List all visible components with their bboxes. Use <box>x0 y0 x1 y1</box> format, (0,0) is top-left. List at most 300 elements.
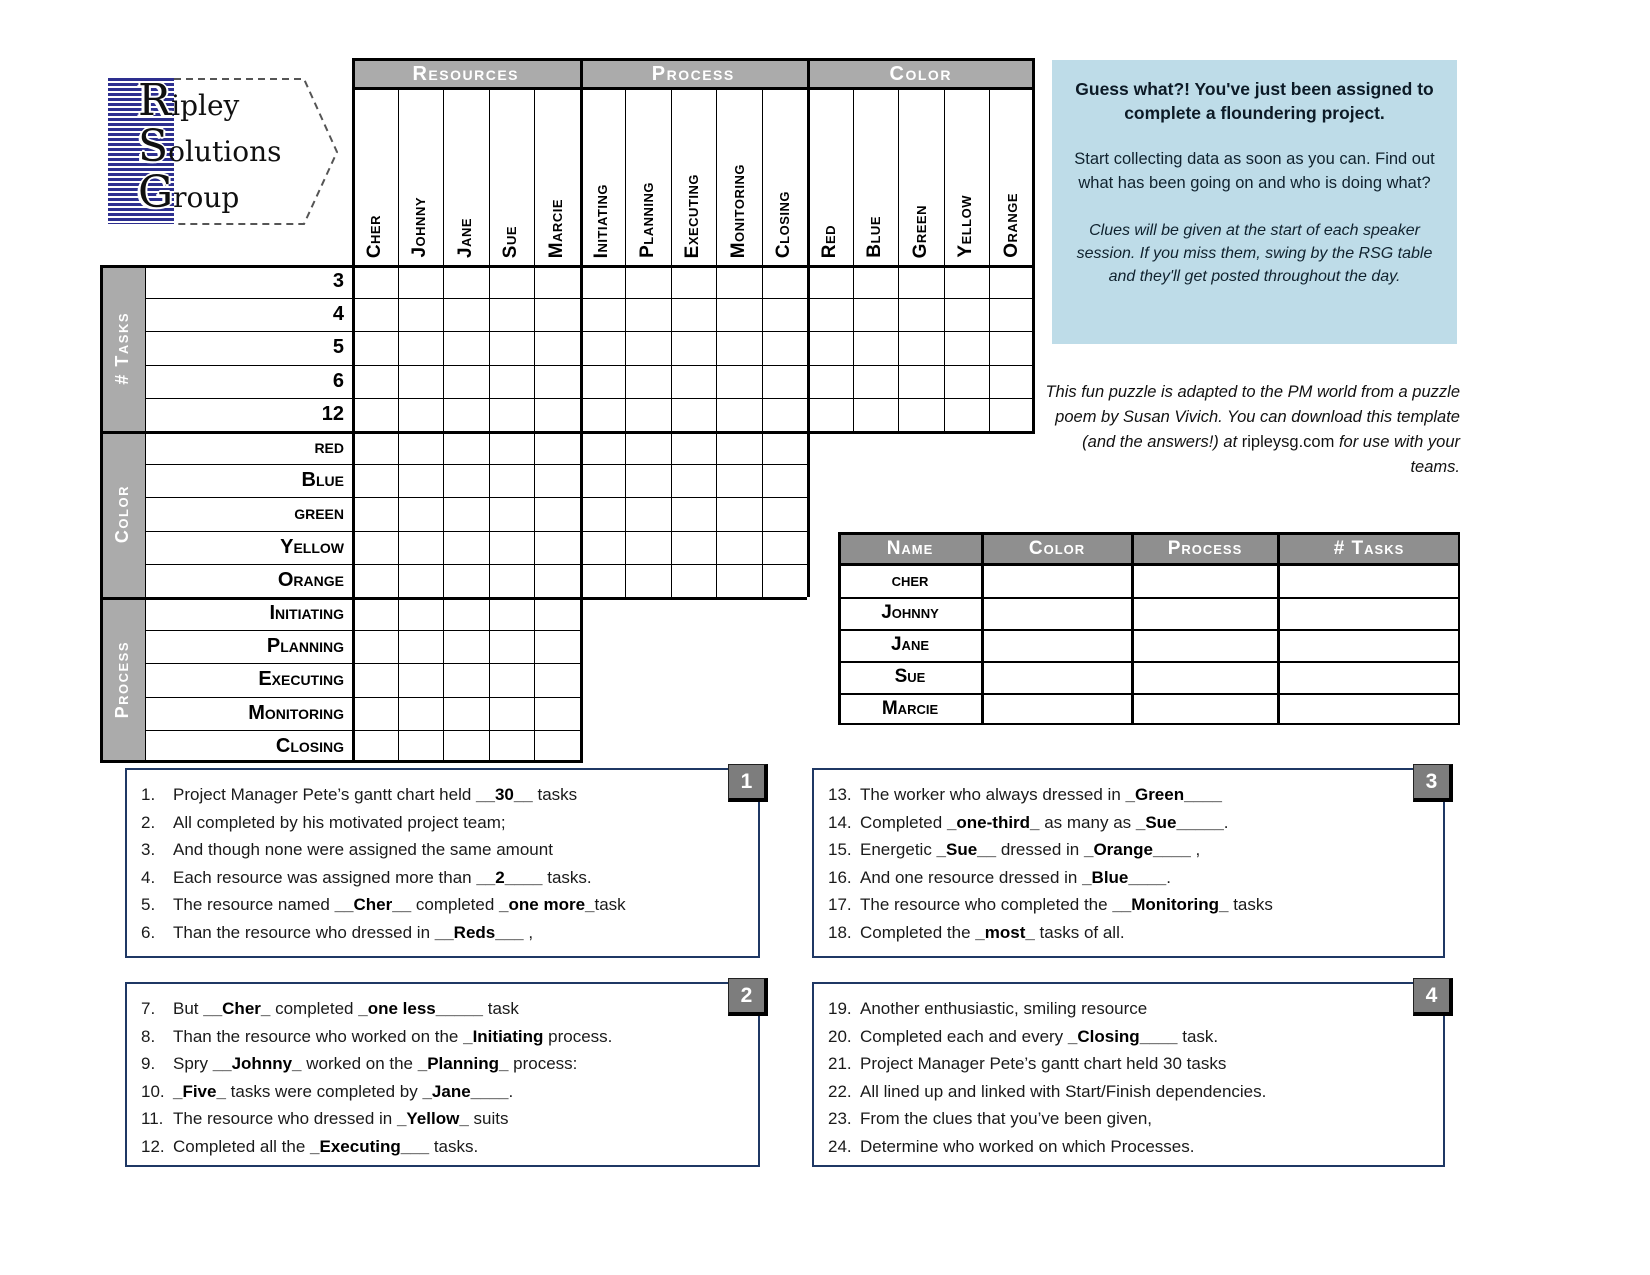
answer-name-text: Sue <box>894 666 926 687</box>
answer-cell[interactable] <box>1278 597 1460 629</box>
grid-cell[interactable] <box>352 398 398 431</box>
clue-answer-blank: _Initiating <box>463 1026 544 1046</box>
answer-cell[interactable] <box>982 693 1132 725</box>
grid-cell[interactable] <box>398 431 444 464</box>
grid-cell[interactable] <box>443 398 489 431</box>
clue-plain-text: Completed all the <box>173 1136 311 1156</box>
grid-line <box>100 760 580 763</box>
clue-text <box>860 919 1125 947</box>
answer-table-line <box>838 563 1460 566</box>
clue-box-1 <box>125 768 760 958</box>
col-header-text: Blue <box>864 216 886 258</box>
grid-cell[interactable] <box>989 365 1035 398</box>
grid-cell[interactable] <box>352 697 398 730</box>
row-label-process-executing <box>145 663 352 696</box>
grid-cell[interactable] <box>807 398 853 431</box>
clue-plain-text: worked on the <box>301 1054 418 1073</box>
grid-cell[interactable] <box>580 265 626 298</box>
clue-box-badge-3: 3 <box>1413 764 1453 802</box>
grid-cell[interactable] <box>580 497 626 530</box>
clue-plain-text: And though none were assigned the same amount <box>173 840 553 859</box>
grid-cell[interactable] <box>625 265 671 298</box>
grid-cell[interactable] <box>489 298 535 331</box>
clue-plain-text: process. <box>543 1026 613 1046</box>
answer-header-text: Color <box>1028 537 1086 559</box>
grid-cell[interactable] <box>534 365 580 398</box>
grid-cell[interactable] <box>853 298 899 331</box>
grid-cell[interactable] <box>534 298 580 331</box>
clue-plain-text: Completed the <box>860 922 976 942</box>
grid-cell[interactable] <box>989 265 1035 298</box>
clue-plain-text: task. <box>1177 1026 1219 1046</box>
clue-plain-text: completed <box>411 895 500 914</box>
row-label-color-orange <box>145 564 352 597</box>
clue-plain-text: Each resource was assigned more than <box>173 867 477 887</box>
grid-cell[interactable] <box>671 398 717 431</box>
clue-answer-blank: __Johnny_ <box>212 1054 302 1073</box>
grid-cell[interactable] <box>671 531 717 564</box>
answer-cell[interactable] <box>1132 661 1278 693</box>
grid-cell[interactable] <box>398 663 444 696</box>
grid-cell[interactable] <box>352 663 398 696</box>
grid-cell[interactable] <box>944 365 990 398</box>
answer-table-line <box>838 693 1460 695</box>
answer-name-johnny <box>838 597 982 629</box>
grid-cell[interactable] <box>352 298 398 331</box>
clue-answer-blank: _Executing___ <box>310 1136 430 1156</box>
grid-cell[interactable] <box>580 365 626 398</box>
grid-cell[interactable] <box>671 265 717 298</box>
clue-number: 15. <box>828 840 852 859</box>
grid-cell[interactable] <box>443 331 489 364</box>
answer-name-marcie <box>838 693 982 725</box>
col-header-planning <box>625 90 671 265</box>
grid-cell[interactable] <box>534 730 580 763</box>
grid-cell[interactable] <box>762 464 808 497</box>
grid-cell[interactable] <box>580 564 626 597</box>
grid-cell[interactable] <box>762 531 808 564</box>
clue-text <box>860 864 1171 892</box>
row-label-text: Closing <box>275 734 344 757</box>
clue-line <box>141 995 746 1023</box>
clue-line <box>828 1050 1431 1078</box>
grid-cell[interactable] <box>853 398 899 431</box>
grid-cell[interactable] <box>443 697 489 730</box>
grid-cell[interactable] <box>534 431 580 464</box>
clue-answer-blank: __2____ <box>476 867 543 887</box>
grid-cell[interactable] <box>534 497 580 530</box>
grid-cell[interactable] <box>944 398 990 431</box>
clue-number: 3. <box>141 840 156 859</box>
clue-plain-text: Project Manager Pete’s gantt chart held 30 tasks <box>860 1054 1227 1073</box>
row-label-color-green <box>145 497 352 530</box>
clue-answer-blank: _Yellow_ <box>396 1109 469 1128</box>
clue-plain-text: Completed <box>860 812 947 832</box>
answer-table-line <box>838 597 1460 599</box>
grid-cell[interactable] <box>853 265 899 298</box>
clue-plain-text: Determine who worked on which Processes. <box>860 1136 1195 1156</box>
grid-cell[interactable] <box>625 531 671 564</box>
grid-cell[interactable] <box>671 464 717 497</box>
answer-cell[interactable] <box>1278 565 1460 597</box>
grid-cell[interactable] <box>443 531 489 564</box>
grid-cell[interactable] <box>625 398 671 431</box>
grid-cell[interactable] <box>352 464 398 497</box>
col-header-text: Monitoring <box>727 163 749 258</box>
grid-cell[interactable] <box>716 265 762 298</box>
grid-cell[interactable] <box>989 298 1035 331</box>
grid-cell[interactable] <box>352 431 398 464</box>
grid-cell[interactable] <box>625 298 671 331</box>
clue-plain-text: . <box>508 1081 514 1101</box>
answer-cell[interactable] <box>982 661 1132 693</box>
grid-cell[interactable] <box>625 365 671 398</box>
clue-line <box>141 1050 746 1078</box>
grid-cell[interactable] <box>762 431 808 464</box>
grid-cell[interactable] <box>580 464 626 497</box>
logo-rest: olutions <box>168 135 282 168</box>
grid-line <box>100 265 103 763</box>
grid-cell[interactable] <box>716 398 762 431</box>
grid-cell[interactable] <box>352 597 398 630</box>
grid-cell[interactable] <box>443 431 489 464</box>
grid-cell[interactable] <box>398 564 444 597</box>
col-header-johnny <box>398 90 444 265</box>
clue-line <box>828 1105 1431 1133</box>
answer-table-line <box>1277 532 1280 725</box>
grid-cell[interactable] <box>898 365 944 398</box>
answer-table-line <box>838 629 1460 631</box>
grid-line <box>898 90 899 431</box>
grid-cell[interactable] <box>352 730 398 763</box>
clue-answer-blank: _Planning_ <box>417 1054 509 1073</box>
answer-name-sue <box>838 661 982 693</box>
clue-text <box>173 1105 508 1133</box>
grid-cell[interactable] <box>716 464 762 497</box>
grid-line <box>352 58 355 763</box>
grid-cell[interactable] <box>671 431 717 464</box>
grid-line <box>989 90 990 431</box>
row-label-text: 5 <box>332 336 344 359</box>
grid-cell[interactable] <box>489 730 535 763</box>
col-header-text: Yellow <box>955 195 977 258</box>
clue-text <box>860 995 1147 1023</box>
row-label-text: Blue <box>301 469 344 492</box>
row-label-text: 12 <box>321 402 344 425</box>
clue-plain-text: tasks <box>1228 895 1273 914</box>
clue-answer-blank: _Closing____ <box>1067 1026 1178 1046</box>
grid-cell[interactable] <box>580 331 626 364</box>
grid-cell[interactable] <box>398 464 444 497</box>
grid-cell[interactable] <box>534 564 580 597</box>
col-header-jane <box>443 90 489 265</box>
answer-name-text: cher <box>891 570 929 591</box>
grid-cell[interactable] <box>762 497 808 530</box>
col-header-text: Initiating <box>591 183 613 258</box>
clue-text <box>173 1050 577 1078</box>
grid-cell[interactable] <box>762 331 808 364</box>
grid-cell[interactable] <box>352 265 398 298</box>
grid-cell[interactable] <box>716 531 762 564</box>
grid-line <box>145 697 580 698</box>
answer-cell[interactable] <box>1278 693 1460 725</box>
grid-cell[interactable] <box>534 331 580 364</box>
answer-table-line <box>838 532 1460 535</box>
grid-cell[interactable] <box>762 298 808 331</box>
clue-line <box>141 836 746 864</box>
clue-plain-text: tasks <box>532 785 578 804</box>
clue-plain-text: The resource who completed the <box>860 895 1113 914</box>
grid-cell[interactable] <box>625 331 671 364</box>
clue-box-3 <box>812 768 1445 958</box>
clue-answer-blank: __Cher__ <box>334 895 412 914</box>
clue-answer-blank: _one less_____ <box>358 999 484 1018</box>
grid-cell[interactable] <box>716 497 762 530</box>
grid-cell[interactable] <box>352 630 398 663</box>
grid-cell[interactable] <box>671 564 717 597</box>
grid-cell[interactable] <box>489 663 535 696</box>
grid-cell[interactable] <box>443 497 489 530</box>
row-label-text: Yellow <box>280 535 344 558</box>
grid-cell[interactable] <box>580 398 626 431</box>
clue-number: 22. <box>828 1081 852 1101</box>
clue-answer-blank: _Sue__ <box>936 840 997 859</box>
grid-cell[interactable] <box>580 298 626 331</box>
grid-cell[interactable] <box>944 265 990 298</box>
grid-cell[interactable] <box>534 630 580 663</box>
clue-plain-text: All lined up and linked with Start/Finish dependencies. <box>860 1081 1267 1101</box>
clue-line <box>828 836 1431 864</box>
answer-cell[interactable] <box>982 565 1132 597</box>
grid-cell[interactable] <box>398 697 444 730</box>
clue-box-2 <box>125 982 760 1167</box>
grid-cell[interactable] <box>807 265 853 298</box>
grid-line <box>762 90 763 597</box>
grid-cell[interactable] <box>398 497 444 530</box>
answer-cell[interactable] <box>1132 693 1278 725</box>
grid-cell[interactable] <box>489 630 535 663</box>
col-header-text: Green <box>909 204 931 258</box>
grid-cell[interactable] <box>853 331 899 364</box>
grid-cell[interactable] <box>489 398 535 431</box>
answer-table-line <box>838 661 1460 663</box>
grid-cell[interactable] <box>443 298 489 331</box>
grid-cell[interactable] <box>443 663 489 696</box>
clue-plain-text: , <box>1190 840 1201 859</box>
clue-number: 20. <box>828 1026 852 1046</box>
grid-cell[interactable] <box>716 331 762 364</box>
answer-cell[interactable] <box>1278 661 1460 693</box>
grid-cell[interactable] <box>989 331 1035 364</box>
grid-cell[interactable] <box>398 365 444 398</box>
clue-answer-blank: _most_ <box>975 922 1035 942</box>
grid-cell[interactable] <box>807 298 853 331</box>
clue-text <box>173 781 577 809</box>
grid-cell[interactable] <box>352 365 398 398</box>
grid-cell[interactable] <box>671 331 717 364</box>
grid-line <box>853 90 854 431</box>
answer-header-text: Name <box>886 537 934 559</box>
clue-plain-text: . <box>1223 812 1229 832</box>
grid-cell[interactable] <box>534 697 580 730</box>
grid-cell[interactable] <box>398 630 444 663</box>
clue-number: 6. <box>141 922 156 942</box>
grid-cell[interactable] <box>625 464 671 497</box>
clue-text <box>860 1023 1218 1051</box>
grid-cell[interactable] <box>580 431 626 464</box>
grid-cell[interactable] <box>443 630 489 663</box>
answer-cell[interactable] <box>1132 565 1278 597</box>
answer-cell[interactable] <box>982 597 1132 629</box>
grid-cell[interactable] <box>489 697 535 730</box>
grid-cell[interactable] <box>716 564 762 597</box>
grid-cell[interactable] <box>443 464 489 497</box>
grid-cell[interactable] <box>989 398 1035 431</box>
grid-cell[interactable] <box>898 331 944 364</box>
grid-cell[interactable] <box>807 365 853 398</box>
grid-cell[interactable] <box>534 464 580 497</box>
answer-cell[interactable] <box>1132 597 1278 629</box>
grid-cell[interactable] <box>398 398 444 431</box>
clue-plain-text: completed <box>270 999 359 1018</box>
clue-text <box>173 1133 478 1161</box>
col-header-text: Executing <box>682 173 704 258</box>
clue-line <box>828 891 1431 919</box>
grid-line <box>145 564 807 565</box>
grid-cell[interactable] <box>898 265 944 298</box>
answer-cell[interactable] <box>982 629 1132 661</box>
answer-cell[interactable] <box>1132 629 1278 661</box>
clue-number: 2. <box>141 812 156 832</box>
grid-cell[interactable] <box>489 464 535 497</box>
grid-cell[interactable] <box>716 365 762 398</box>
grid-cell[interactable] <box>534 531 580 564</box>
clue-line <box>828 1023 1431 1051</box>
col-header-text: Johnny <box>409 197 431 258</box>
row-label-tasks-3 <box>145 265 352 298</box>
grid-cell[interactable] <box>489 564 535 597</box>
grid-cell[interactable] <box>762 365 808 398</box>
grid-cell[interactable] <box>352 497 398 530</box>
clue-line <box>828 1078 1431 1106</box>
grid-line <box>352 58 1035 61</box>
grid-cell[interactable] <box>489 331 535 364</box>
grid-cell[interactable] <box>534 265 580 298</box>
logo-rest: ipley <box>171 89 240 122</box>
grid-cell[interactable] <box>352 531 398 564</box>
grid-cell[interactable] <box>398 730 444 763</box>
row-label-text: Planning <box>266 635 344 658</box>
info-box-italic: Clues will be given at the start of each speaker session. If you miss them, swing by the RSG table and they'll get posted throughout the day. <box>1076 222 1433 285</box>
grid-cell[interactable] <box>489 597 535 630</box>
grid-cell[interactable] <box>398 597 444 630</box>
grid-cell[interactable] <box>898 298 944 331</box>
grid-cell[interactable] <box>352 564 398 597</box>
grid-cell[interactable] <box>625 431 671 464</box>
logo-initial: G <box>138 167 174 218</box>
grid-cell[interactable] <box>489 265 535 298</box>
grid-cell[interactable] <box>534 398 580 431</box>
grid-cell[interactable] <box>671 365 717 398</box>
clue-box-badge-2: 2 <box>728 978 768 1016</box>
grid-cell[interactable] <box>580 531 626 564</box>
grid-cell[interactable] <box>625 497 671 530</box>
grid-cell[interactable] <box>398 531 444 564</box>
grid-line <box>580 58 583 763</box>
grid-cell[interactable] <box>443 265 489 298</box>
answer-cell[interactable] <box>1278 629 1460 661</box>
row-label-text: Orange <box>277 568 344 591</box>
col-header-text: Red <box>818 224 840 258</box>
grid-cell[interactable] <box>398 298 444 331</box>
clue-text <box>173 809 506 837</box>
col-header-yellow <box>944 90 990 265</box>
grid-cell[interactable] <box>716 298 762 331</box>
clue-plain-text: tasks. <box>542 867 592 887</box>
row-label-text: 6 <box>332 369 344 392</box>
grid-cell[interactable] <box>807 331 853 364</box>
grid-cell[interactable] <box>716 431 762 464</box>
grid-line <box>145 331 1035 332</box>
clue-text <box>173 864 592 892</box>
row-group-band-tasks <box>100 265 145 431</box>
grid-cell[interactable] <box>534 597 580 630</box>
grid-cell[interactable] <box>443 730 489 763</box>
clue-answer-blank: __30__ <box>476 785 533 804</box>
grid-cell[interactable] <box>762 265 808 298</box>
grid-cell[interactable] <box>443 365 489 398</box>
info-box-body: Start collecting data as soon as you can. Find out what has been going on and who is doing what? <box>1074 150 1435 192</box>
clue-text <box>860 1105 1152 1133</box>
grid-cell[interactable] <box>944 298 990 331</box>
clue-plain-text: tasks. <box>429 1136 479 1156</box>
grid-cell[interactable] <box>762 398 808 431</box>
grid-cell[interactable] <box>671 298 717 331</box>
grid-line <box>1032 58 1035 431</box>
col-header-red <box>807 90 853 265</box>
answer-name-cher <box>838 565 982 597</box>
grid-cell[interactable] <box>398 265 444 298</box>
grid-line <box>398 90 399 763</box>
grid-cell[interactable] <box>762 564 808 597</box>
grid-cell[interactable] <box>944 331 990 364</box>
answer-table-line <box>981 532 984 725</box>
grid-cell[interactable] <box>489 531 535 564</box>
grid-cell[interactable] <box>398 331 444 364</box>
col-header-green <box>898 90 944 265</box>
grid-cell[interactable] <box>443 597 489 630</box>
clue-line <box>828 809 1431 837</box>
answer-table <box>838 532 1460 725</box>
clue-line <box>828 919 1431 947</box>
grid-line <box>145 531 807 532</box>
grid-cell[interactable] <box>534 663 580 696</box>
grid-cell[interactable] <box>625 564 671 597</box>
clue-number: 17. <box>828 895 852 914</box>
grid-cell[interactable] <box>489 365 535 398</box>
grid-cell[interactable] <box>898 398 944 431</box>
answer-name-text: Marcie <box>881 698 939 719</box>
grid-cell[interactable] <box>352 331 398 364</box>
grid-cell[interactable] <box>671 497 717 530</box>
grid-cell[interactable] <box>489 497 535 530</box>
clue-plain-text: The resource who dressed in <box>173 1109 397 1128</box>
grid-cell[interactable] <box>443 564 489 597</box>
grid-cell[interactable] <box>489 431 535 464</box>
grid-line <box>100 597 807 600</box>
column-group-label-text: Process <box>651 62 735 85</box>
grid-cell[interactable] <box>853 365 899 398</box>
